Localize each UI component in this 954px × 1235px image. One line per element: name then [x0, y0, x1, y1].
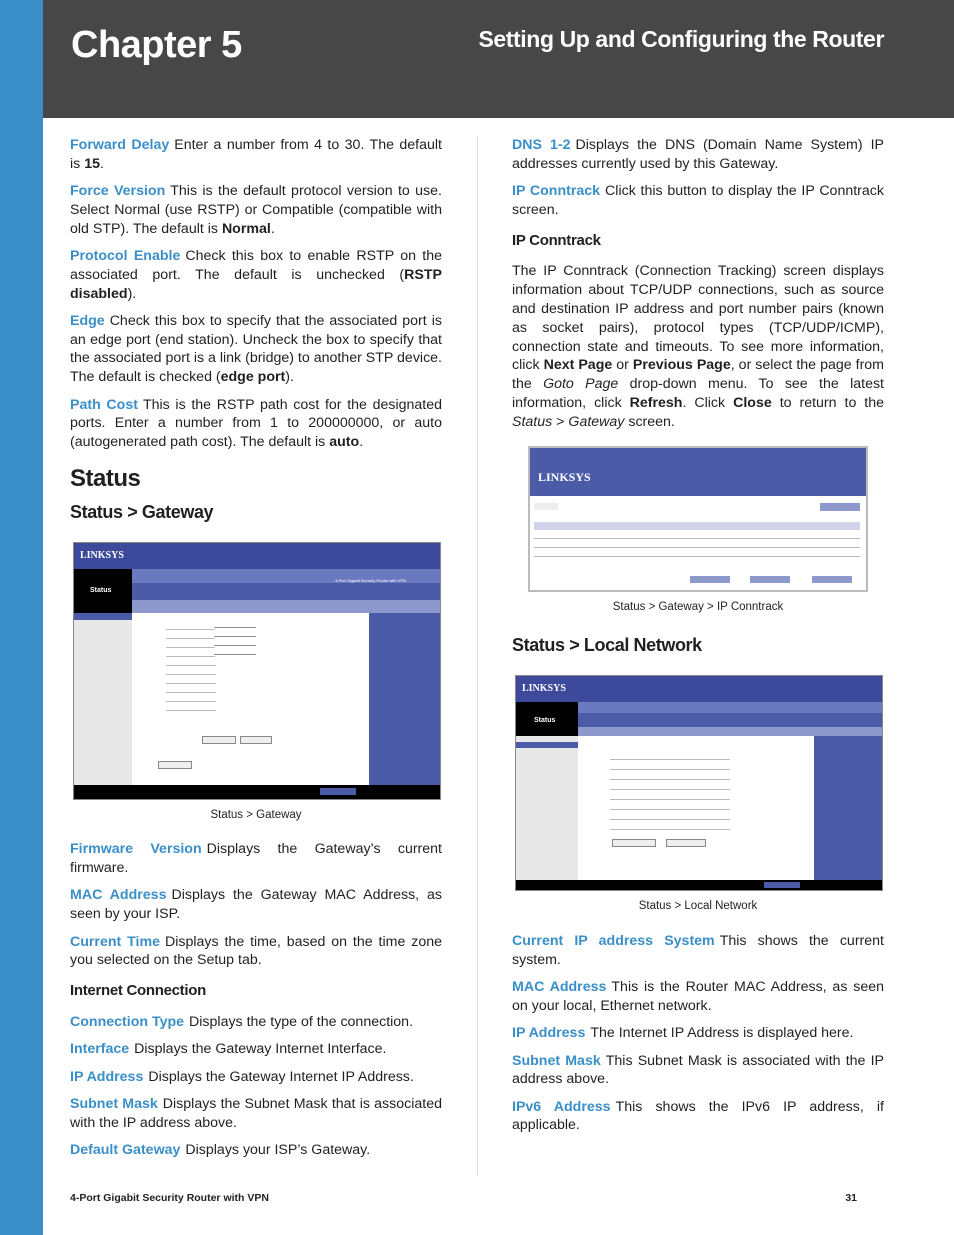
text: screen. — [624, 413, 675, 430]
term: Forward Delay — [70, 137, 170, 153]
ip-conntrack-heading: IP Conntrack — [512, 231, 601, 249]
text: Displays the type of the connection. — [189, 1013, 414, 1030]
column-divider — [477, 136, 478, 1176]
text: This shows the IPv6 IP address, if applicable. — [512, 1098, 885, 1134]
italic-text: Goto Page — [543, 376, 619, 393]
bold-text: Refresh — [629, 395, 683, 412]
term: Default Gateway — [70, 1141, 181, 1158]
text: drop-down menu. To see the latest information, click — [512, 376, 884, 412]
para-ip-conntrack — [512, 182, 884, 220]
term: Connection Type — [70, 1013, 185, 1030]
text: or — [612, 357, 633, 374]
text: Displays the DNS (Domain Name System) IP addresses currently used by this Gateway. — [512, 137, 884, 172]
term: DNS 1-2 — [512, 137, 571, 153]
para-default-gateway — [70, 1141, 442, 1160]
text: This is the RSTP path cost for the designated ports. Enter a number from 1 to 200000000, or auto (autogenerated path cost). The default is — [70, 396, 443, 451]
term: IP Address — [70, 1068, 144, 1085]
para-current-ip-system — [512, 932, 884, 970]
left-column — [70, 136, 442, 1168]
bold-text: Normal — [221, 220, 271, 237]
internet-connection-heading: Internet Connection — [70, 982, 206, 1000]
term: Current IP address System — [512, 933, 715, 950]
section-label: Status — [534, 717, 556, 725]
para-force-version — [70, 182, 442, 238]
para-ipv6 — [512, 1098, 884, 1136]
term: Interface — [70, 1041, 130, 1058]
term: IP Address — [512, 1025, 586, 1042]
page-header — [43, 0, 954, 118]
term: Firmware Version — [70, 841, 202, 858]
text: Enter a number from 4 to 30. The default is — [70, 137, 442, 172]
conntrack-caption: Status > Gateway > IP Conntrack — [612, 600, 784, 613]
para-ip-address — [70, 1068, 442, 1087]
text: > — [552, 413, 569, 430]
right-column — [512, 136, 884, 1144]
linksys-logo: LINKSYS — [538, 469, 591, 484]
text: Displays the Gateway Internet IP Address. — [148, 1068, 414, 1085]
para-connection-type — [70, 1013, 442, 1032]
text: Displays your ISP’s Gateway. — [185, 1141, 371, 1158]
side-accent-bar — [0, 0, 43, 1235]
term: MAC Address — [70, 887, 167, 904]
term: Subnet Mask — [70, 1095, 158, 1112]
para-local-mac — [512, 978, 884, 1016]
bold-text: 15 — [84, 155, 100, 172]
term: IP Conntrack — [512, 183, 601, 200]
term: Path Cost — [70, 396, 138, 413]
text: ). — [127, 285, 137, 302]
status-heading: Status — [70, 464, 141, 492]
text: Displays the time, based on the time zone you selected on the Setup tab. — [70, 933, 442, 969]
chapter-title: Chapter 5 — [71, 24, 242, 66]
para-path-cost — [70, 396, 442, 452]
term: Edge — [70, 312, 105, 329]
bold-text: Next Page — [543, 357, 613, 374]
linksys-logo: LINKSYS — [522, 683, 566, 695]
text: . — [270, 220, 275, 237]
italic-text: Status — [512, 413, 553, 430]
text: This is the Router MAC Address, as seen on your local, Ethernet network. — [512, 979, 884, 1014]
bold-text: Previous Page — [632, 357, 731, 374]
term: MAC Address — [512, 979, 607, 996]
gateway-screenshot — [73, 542, 441, 800]
text: . Click — [682, 395, 734, 412]
gateway-caption: Status > Gateway — [210, 808, 302, 821]
section-label: Status — [90, 586, 112, 594]
conntrack-screenshot — [528, 446, 868, 592]
bold-text: RSTP disabled — [70, 266, 442, 302]
text: This is the default protocol version to use. Select Normal (use RSTP) or Compatible (compatible with old STP). The default is — [70, 183, 442, 237]
term: IPv6 Address — [512, 1098, 611, 1115]
term: Force Version — [70, 183, 166, 200]
text: Displays the Gateway MAC Address, as seen by your ISP. — [70, 887, 443, 923]
local-network-screenshot — [515, 675, 883, 891]
para-local-subnet — [512, 1052, 884, 1090]
text: . — [99, 155, 104, 172]
para-current-time — [70, 933, 442, 971]
para-edge — [70, 312, 442, 387]
local-network-caption: Status > Local Network — [638, 900, 758, 913]
text: to return to the — [771, 395, 885, 412]
text: , or select the page from the — [512, 357, 885, 393]
text: Check this box to enable RSTP on the associated port. The default is unchecked ( — [70, 247, 443, 283]
term: Protocol Enable — [70, 247, 181, 264]
page-number: 31 — [845, 1192, 857, 1204]
footer-product: 4-Port Gigabit Security Router with VPN — [70, 1192, 269, 1204]
para-local-ip — [512, 1024, 884, 1043]
term: Current Time — [70, 933, 160, 950]
gateway-heading: Status > Gateway — [70, 501, 214, 522]
term: Subnet Mask — [512, 1052, 601, 1069]
linksys-logo: LINKSYS — [80, 549, 124, 561]
text: This shows the current system. — [512, 933, 884, 968]
para-dns — [512, 136, 884, 174]
text: Displays the Subnet Mask that is associated with the IP address above. — [70, 1095, 442, 1131]
para-protocol-enable — [70, 247, 442, 303]
para-forward-delay — [70, 136, 442, 174]
text: ). — [285, 369, 294, 386]
bold-text: auto — [329, 434, 360, 451]
para-subnet-mask — [70, 1095, 442, 1133]
text: Check this box to specify that the associated port is an edge port (end station). Uncheck the box to specify that the associated port is a link (bridge) to another STP device. The default is checked ( — [70, 312, 442, 386]
text: The Internet IP Address is displayed here. — [590, 1025, 854, 1042]
italic-text: Gateway — [568, 413, 625, 430]
bold-text: edge port — [220, 369, 286, 386]
para-mac — [70, 886, 442, 924]
text: . — [359, 434, 364, 451]
para-firmware — [70, 840, 442, 878]
text: The IP Conntrack (Connection Tracking) screen displays information about TCP/UDP connections, such as source and destination IP address and port number pairs (known as socket pairs), protocol types (TCP/UDP/ICMP), connection state and timeouts. To see more information, click — [512, 263, 884, 374]
local-network-heading: Status > Local Network — [512, 635, 702, 656]
product-name: 4-Port Gigabit Security Router with VPN — [335, 577, 406, 583]
section-title: Setting Up and Configuring the Router — [478, 26, 884, 52]
text: Displays the Gateway Internet Interface. — [134, 1041, 387, 1058]
text: Click this button to display the IP Conntrack screen. — [512, 183, 884, 218]
bold-text: Close — [733, 395, 772, 412]
text: This Subnet Mask is associated with the IP address above. — [512, 1052, 884, 1088]
para-conntrack-description — [512, 262, 884, 431]
text: Displays the Gateway’s current firmware. — [70, 841, 442, 877]
para-interface — [70, 1040, 442, 1059]
